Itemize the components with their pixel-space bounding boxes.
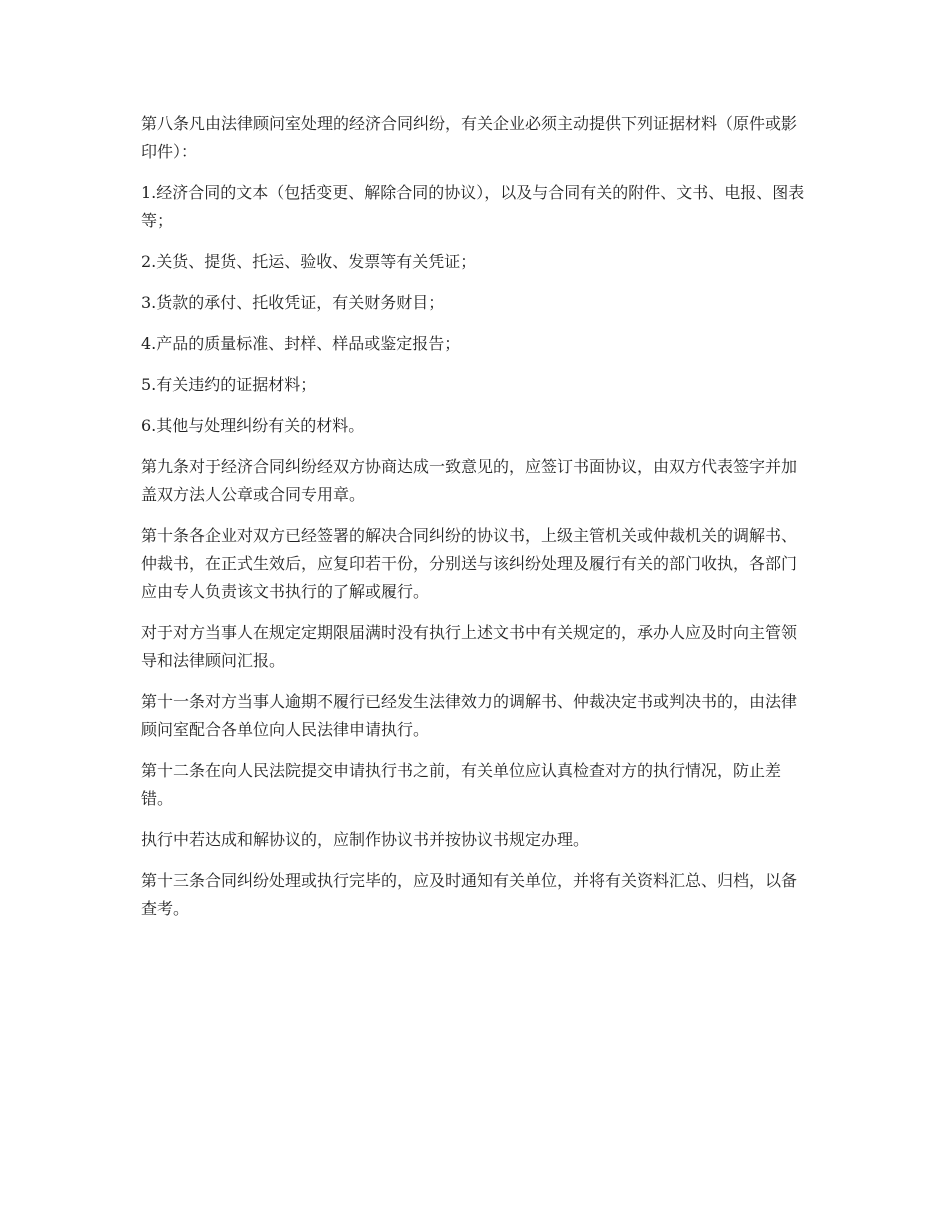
article-12-paragraph: 第十二条在向人民法院提交申请执行书之前，有关单位应认真检查对方的执行情况，防止差错。 [141,761,782,808]
article-10-paragraph: 第十条各企业对双方已经签署的解决合同纠纷的协议书，上级主管机关或仲裁机关的调解书、仲裁书，在正式生效后，应复印若干份，分别送与该纠纷处理及履行有关的部门收执，各部门应由专人负责该文书执行的了解或履行。 [141,526,798,601]
article-13-paragraph: 第十三条合同纠纷处理或执行完毕的，应及时通知有关单位，并将有关资料汇总、归档，以备查考。 [141,871,798,918]
article-10-followup-paragraph: 对于对方当事人在规定定期限届满时没有执行上述文书中有关规定的，承办人应及时向主管领导和法律顾问汇报。 [141,623,798,670]
list-item-5: 5.有关违约的证据材料； [141,375,317,394]
article-9-paragraph: 第九条对于经济合同纠纷经双方协商达成一致意见的，应签订书面协议，由双方代表签字并加盖双方法人公章或合同专用章。 [141,457,798,504]
list-item-6: 6.其他与处理纠纷有关的材料。 [141,416,365,435]
list-item-3: 3.货款的承付、托收凭证，有关财务财目； [141,293,445,312]
document-body [141,110,811,936]
article-12-followup-paragraph: 执行中若达成和解协议的，应制作协议书并按协议书规定办理。 [141,830,590,849]
list-item-2: 2.关货、提货、托运、验收、发票等有关凭证； [141,252,477,271]
list-item-4: 4.产品的质量标准、封样、样品或鉴定报告； [141,334,461,353]
list-item-1: 1.经济合同的文本（包括变更、解除合同的协议），以及与合同有关的附件、文书、电报、图表等； [141,183,805,230]
article-11-paragraph: 第十一条对方当事人逾期不履行已经发生法律效力的调解书、仲裁决定书或判决书的，由法律顾问室配合各单位向人民法律申请执行。 [141,692,798,739]
article-8-paragraph: 第八条凡由法律顾问室处理的经济合同纠纷，有关企业必须主动提供下列证据材料（原件或影印件）： [141,114,798,161]
